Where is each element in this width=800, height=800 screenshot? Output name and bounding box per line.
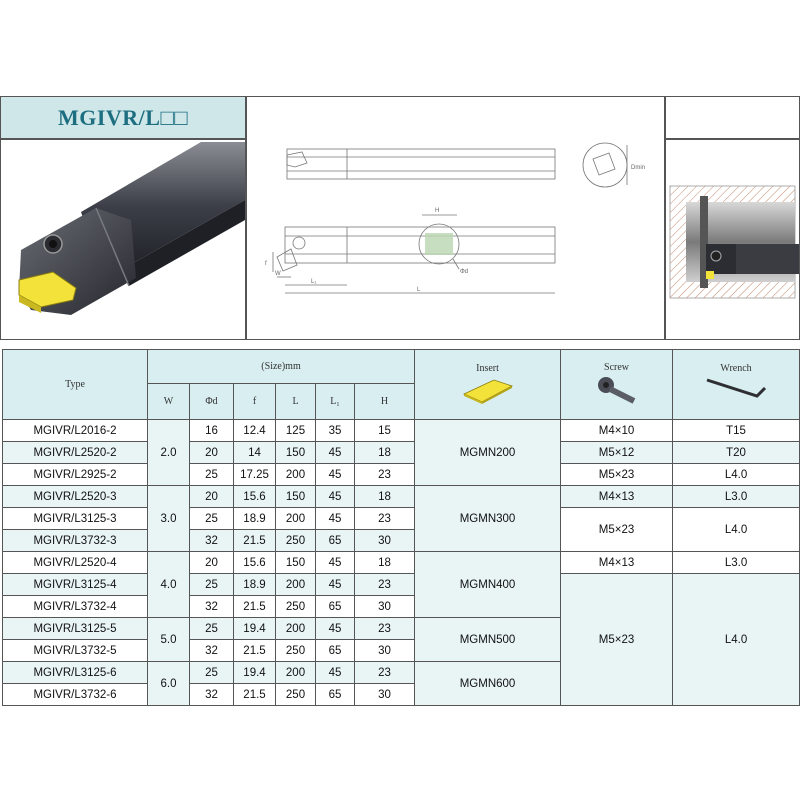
l1-cell: 45 <box>316 486 355 508</box>
type-cell: MGIVR/L3125-3 <box>3 508 148 530</box>
l-cell: 200 <box>276 618 316 640</box>
d-cell: 32 <box>190 530 234 552</box>
product-title-box <box>0 96 246 139</box>
f-cell: 18.9 <box>234 574 276 596</box>
dim-l1-label: L₁ <box>311 279 317 285</box>
w-cell: 4.0 <box>148 552 190 618</box>
screw-cell: M5×23 <box>561 508 673 552</box>
f-cell: 21.5 <box>234 530 276 552</box>
h-cell: 23 <box>355 574 415 596</box>
l1-cell: 35 <box>316 420 355 442</box>
type-cell: MGIVR/L3732-5 <box>3 640 148 662</box>
type-cell: MGIVR/L2520-2 <box>3 442 148 464</box>
technical-drawing <box>246 96 665 340</box>
l-cell: 250 <box>276 684 316 706</box>
screw-header-label: Screw <box>604 361 630 373</box>
screw-header <box>561 350 673 420</box>
l1-cell: 65 <box>316 640 355 662</box>
l1-cell: 45 <box>316 662 355 684</box>
h-header: H <box>355 384 415 420</box>
wrench-cell: L3.0 <box>673 552 800 574</box>
l1-cell: 65 <box>316 684 355 706</box>
wrench-cell: L4.0 <box>673 464 800 486</box>
wrench-cell: T15 <box>673 420 800 442</box>
h-cell: 23 <box>355 618 415 640</box>
d-cell: 25 <box>190 508 234 530</box>
insert-icon <box>458 374 518 404</box>
wrench-icon <box>701 374 771 404</box>
insert-cell: MGMN600 <box>415 662 561 706</box>
l1-cell: 45 <box>316 464 355 486</box>
h-cell: 18 <box>355 552 415 574</box>
dim-l-label: L <box>417 287 421 293</box>
l-cell: 125 <box>276 420 316 442</box>
f-cell: 19.4 <box>234 618 276 640</box>
screw-cell: M5×23 <box>561 464 673 486</box>
d-cell: 25 <box>190 662 234 684</box>
table-row <box>3 486 800 508</box>
d-cell: 25 <box>190 464 234 486</box>
type-cell: MGIVR/L2016-2 <box>3 420 148 442</box>
boring-bar-image <box>1 140 245 339</box>
dimension-drawing <box>247 97 664 339</box>
l1-header: L₁ <box>316 384 355 420</box>
f-cell: 17.25 <box>234 464 276 486</box>
l-cell: 150 <box>276 552 316 574</box>
l-cell: 200 <box>276 508 316 530</box>
f-cell: 14 <box>234 442 276 464</box>
type-cell: MGIVR/L3125-4 <box>3 574 148 596</box>
f-cell: 18.9 <box>234 508 276 530</box>
h-cell: 30 <box>355 640 415 662</box>
type-cell: MGIVR/L2520-4 <box>3 552 148 574</box>
w-cell: 5.0 <box>148 618 190 662</box>
f-cell: 19.4 <box>234 662 276 684</box>
dim-h-label: H <box>435 208 440 214</box>
insert-cell: MGMN400 <box>415 552 561 618</box>
insert-cell: MGMN300 <box>415 486 561 552</box>
w-cell: 3.0 <box>148 486 190 552</box>
d-cell: 25 <box>190 574 234 596</box>
screw-cell: M5×23 <box>561 574 673 706</box>
product-title: MGIVR/L□□ <box>57 104 189 130</box>
h-cell: 18 <box>355 486 415 508</box>
f-cell: 15.6 <box>234 552 276 574</box>
wrench-header-label: Wrench <box>720 362 752 374</box>
type-header: Type <box>3 350 148 420</box>
type-cell: MGIVR/L3125-5 <box>3 618 148 640</box>
wrench-cell: L4.0 <box>673 508 800 552</box>
screw-cell: M4×13 <box>561 552 673 574</box>
tool-photo <box>0 139 246 340</box>
screw-cell: M4×10 <box>561 420 673 442</box>
dim-d-label: Φd <box>460 269 469 275</box>
h-cell: 23 <box>355 662 415 684</box>
h-cell: 23 <box>355 508 415 530</box>
d-cell: 32 <box>190 640 234 662</box>
l-cell: 200 <box>276 662 316 684</box>
wrench-header <box>673 350 800 420</box>
type-cell: MGIVR/L3125-6 <box>3 662 148 684</box>
l1-cell: 65 <box>316 530 355 552</box>
insert-header <box>415 350 561 420</box>
insert-header-label: Insert <box>476 362 499 374</box>
l1-cell: 45 <box>316 508 355 530</box>
h-cell: 23 <box>355 464 415 486</box>
l1-cell: 45 <box>316 552 355 574</box>
specification-table <box>2 349 800 706</box>
type-cell: MGIVR/L2520-3 <box>3 486 148 508</box>
table-row <box>3 420 800 442</box>
h-cell: 30 <box>355 530 415 552</box>
blank-header-cell <box>665 96 800 139</box>
l-cell: 250 <box>276 596 316 618</box>
w-header: W <box>148 384 190 420</box>
d-cell: 32 <box>190 684 234 706</box>
l-cell: 250 <box>276 530 316 552</box>
l-cell: 200 <box>276 464 316 486</box>
dim-w-label: W <box>275 271 281 277</box>
insert-cell: MGMN200 <box>415 420 561 486</box>
l1-cell: 45 <box>316 618 355 640</box>
l-cell: 250 <box>276 640 316 662</box>
table-row <box>3 574 800 596</box>
d-cell: 20 <box>190 552 234 574</box>
h-cell: 30 <box>355 684 415 706</box>
table-row <box>3 552 800 574</box>
d-cell: 20 <box>190 486 234 508</box>
workpiece-diagram <box>666 140 799 339</box>
f-cell: 21.5 <box>234 684 276 706</box>
f-cell: 21.5 <box>234 640 276 662</box>
h-cell: 15 <box>355 420 415 442</box>
l-header: L <box>276 384 316 420</box>
w-cell: 2.0 <box>148 420 190 486</box>
screw-cell: M4×13 <box>561 486 673 508</box>
type-cell: MGIVR/L3732-3 <box>3 530 148 552</box>
wrench-cell: L4.0 <box>673 574 800 706</box>
d-cell: 16 <box>190 420 234 442</box>
l1-cell: 45 <box>316 442 355 464</box>
f-cell: 12.4 <box>234 420 276 442</box>
screw-cell: M5×12 <box>561 442 673 464</box>
d-cell: 25 <box>190 618 234 640</box>
d-header: Φd <box>190 384 234 420</box>
table-row <box>3 464 800 486</box>
d-cell: 32 <box>190 596 234 618</box>
insert-cell: MGMN500 <box>415 618 561 662</box>
f-cell: 21.5 <box>234 596 276 618</box>
l1-cell: 65 <box>316 596 355 618</box>
table-row <box>3 442 800 464</box>
h-cell: 18 <box>355 442 415 464</box>
size-group-header: (Size)mm <box>148 350 415 384</box>
wrench-cell: T20 <box>673 442 800 464</box>
l-cell: 150 <box>276 442 316 464</box>
l1-cell: 45 <box>316 574 355 596</box>
f-cell: 15.6 <box>234 486 276 508</box>
l-cell: 200 <box>276 574 316 596</box>
dim-dmin-label: Dmin <box>631 165 646 171</box>
table-row <box>3 508 800 530</box>
dim-f-label: f <box>265 261 267 267</box>
usage-illustration <box>665 139 800 340</box>
l-cell: 150 <box>276 486 316 508</box>
type-cell: MGIVR/L3732-6 <box>3 684 148 706</box>
type-cell: MGIVR/L3732-4 <box>3 596 148 618</box>
d-cell: 20 <box>190 442 234 464</box>
wrench-cell: L3.0 <box>673 486 800 508</box>
f-header: f <box>234 384 276 420</box>
h-cell: 30 <box>355 596 415 618</box>
screw-icon <box>592 373 642 405</box>
type-cell: MGIVR/L2925-2 <box>3 464 148 486</box>
w-cell: 6.0 <box>148 662 190 706</box>
